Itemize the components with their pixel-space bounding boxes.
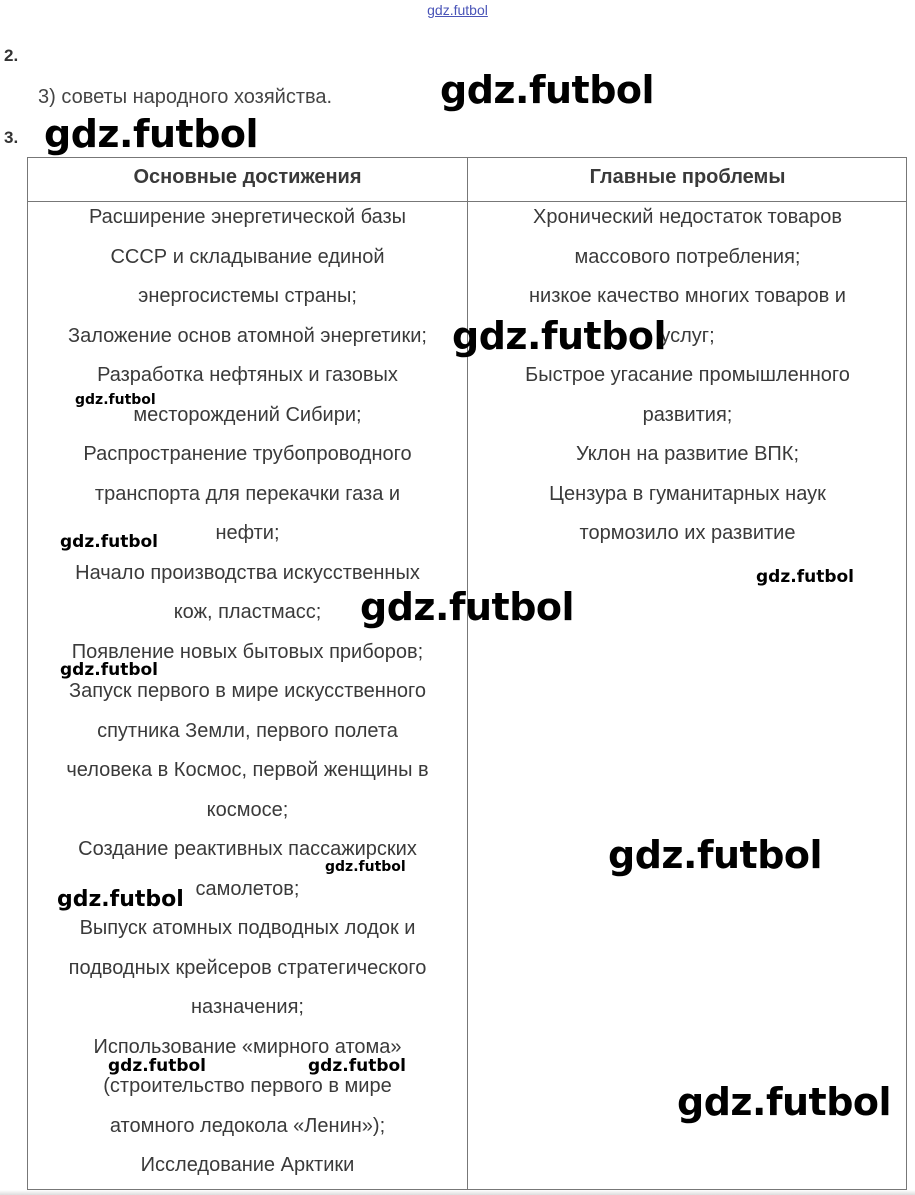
table-line: Запуск первого в мире искусственного [69, 680, 426, 702]
question-number-3: 3. [4, 128, 19, 147]
table-line: самолетов; [195, 877, 300, 900]
achievements-column [28, 196, 467, 1184]
watermark: gdz.futbol [452, 314, 667, 358]
table-line: СССР и складывание единой [110, 245, 385, 268]
watermark: gdz.futbol [108, 1056, 206, 1076]
table-line: Начало производства искусственных [75, 561, 420, 584]
table-line: энергосистемы страны; [138, 285, 357, 307]
table-line: тормозило их развитие [579, 522, 796, 544]
table-line: Распространение трубопроводного [83, 443, 412, 465]
watermark: gdz.futbol [308, 1056, 406, 1076]
table-line: Появление новых бытовых приборов; [71, 640, 424, 663]
watermark: gdz.futbol [75, 392, 156, 408]
table-line: подводных крейсеров стратегического [68, 956, 427, 979]
table-line: спутника Земли, первого полета [97, 719, 398, 742]
table-line: массового потребления; [574, 245, 801, 268]
table-line: (строительство первого в мире [103, 1075, 392, 1097]
watermark: gdz.futbol [756, 567, 854, 587]
table-line: низкое качество многих товаров и [529, 285, 846, 307]
header-achievements: Основные достижения [133, 166, 362, 188]
table-line: Расширение энергетической базы [88, 206, 407, 228]
table-line: Заложение основ атомной энергетики; [68, 324, 427, 347]
table-line: услуг; [660, 324, 715, 347]
table-line: космосе; [206, 798, 289, 821]
watermark: gdz.futbol [677, 1080, 892, 1124]
problems-column [468, 196, 907, 552]
table-line: нефти; [215, 522, 280, 544]
table-line: атомного ледокола «Ленин»); [109, 1114, 386, 1137]
table-line: Быстрое угасание промышленного [525, 364, 850, 386]
header-problems: Главные проблемы [589, 166, 786, 188]
table-line: кож, пластмасс; [173, 601, 322, 623]
page-bottom-edge [0, 1190, 915, 1195]
watermark: gdz.futbol [440, 68, 655, 112]
watermark: gdz.futbol [325, 859, 406, 875]
watermark: gdz.futbol [608, 833, 823, 877]
question-number-2: 2. [4, 46, 19, 65]
table-line: Выпуск атомных подводных лодок и [79, 917, 416, 939]
table-line: месторождений Сибири; [133, 403, 362, 426]
answer-table [27, 157, 907, 1190]
site-link[interactable]: gdz.futbol [427, 2, 488, 18]
table-line: Разработка нефтяных и газовых [97, 364, 398, 386]
table-line: Исследование Арктики [140, 1154, 355, 1176]
table-line: Использование «мирного атома» [93, 1035, 402, 1058]
table-line: Цензура в гуманитарных наук [549, 482, 826, 505]
table-line: назначения; [191, 996, 304, 1018]
watermark: gdz.futbol [57, 887, 184, 912]
watermark: gdz.futbol [60, 660, 158, 680]
table-line: Уклон на развитие ВПК; [575, 443, 800, 465]
table-line: Хронический недостаток товаров [533, 206, 842, 228]
table-line: развития; [642, 403, 733, 426]
watermark: gdz.futbol [44, 112, 259, 156]
table-line: транспорта для перекачки газа и [94, 482, 401, 505]
watermark: gdz.futbol [60, 532, 158, 552]
watermark: gdz.futbol [360, 585, 575, 629]
table-line: Создание реактивных пассажирских [78, 838, 417, 860]
table-line: человека в Космос, первой женщины в [66, 759, 429, 781]
question-2-answer: 3) советы народного хозяйства. [38, 86, 333, 108]
